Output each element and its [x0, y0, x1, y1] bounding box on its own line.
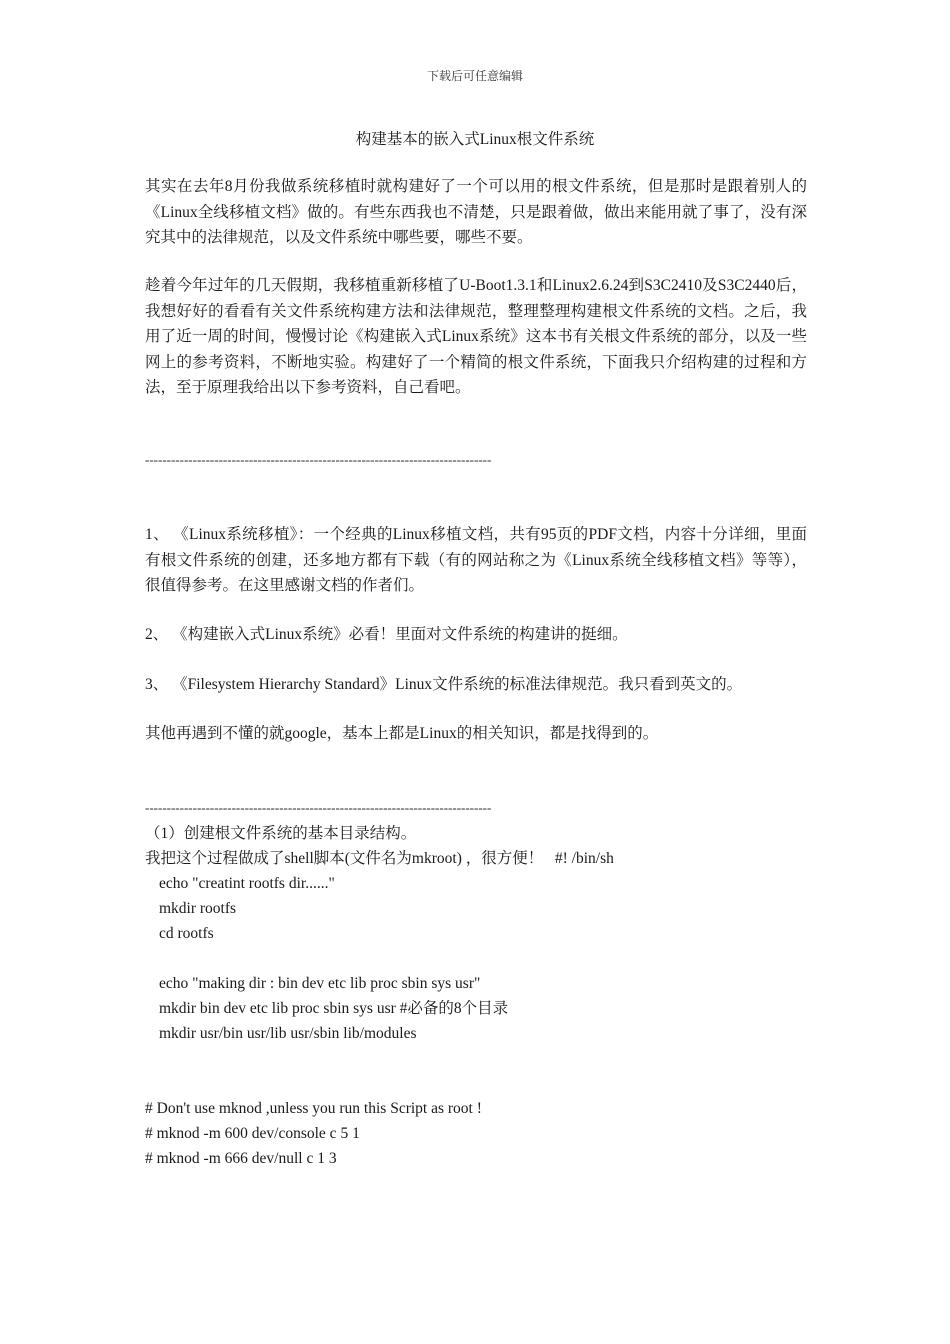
separator-line-2: -------------------------------------------------------------------------------- — [145, 800, 492, 815]
code-line: mkdir rootfs — [159, 900, 237, 917]
reference-item-3: 3、 《Filesystem Hierarchy Standard》Linux文件系统的标准法律规范。我只看到英文的。 — [145, 676, 743, 693]
document-title: 构建基本的嵌入式Linux根文件系统 — [355, 131, 595, 148]
comment-line: # mknod -m 666 dev/null c 1 3 — [145, 1150, 337, 1167]
step-1-title: （1）创建根文件系统的基本目录结构。 — [145, 825, 417, 842]
intro-paragraph-1: 其实在去年8月份我做系统移植时就构建好了一个可以用的根文件系统，但是那时是跟着别人的《Linux全线移植文档》做的。有些东西我也不清楚，只是跟着做，做出来能用就了事了，没有深究其中的法律规范，以及文件系统中哪些要，哪些不要。 — [145, 178, 807, 246]
code-line: cd rootfs — [159, 925, 214, 942]
reference-item-1: 1、 《Linux系统移植》：一个经典的Linux移植文档，共有95页的PDF文档，内容十分详细，里面有根文件系统的创建，还多地方都有下载（有的网站称之为《Linux系统全线移植文档》等等），很值得参考。在这里感谢文档的作者们。 — [145, 526, 807, 594]
code-line: echo "creatint rootfs dir......" — [159, 875, 335, 892]
intro-paragraph-2: 趁着今年过年的几天假期，我移植重新移植了U-Boot1.3.1和Linux2.6.24到S3C2410及S3C2440后，我想好好的看看有关文件系统构建方法和法律规范，整理整理构建根文件系统的文档。之后，我用了近一周的时间，慢慢讨论《构建嵌入式Linux系统》这本书有关根文件系统的部分，以及一些网上的参考资料，不断地实验。构建好了一个精简的根文件系统，下面我只介绍构建的过程和方法，至于原理我给出以下参考资料，自己看吧。 — [145, 277, 807, 396]
separator-line-1: -------------------------------------------------------------------------------- — [145, 452, 492, 467]
reference-other-note: 其他再遇到不懂的就google，基本上都是Linux的相关知识，都是找得到的。 — [145, 725, 659, 742]
page-header-note: 下载后可任意编辑 — [426, 69, 523, 83]
code-line: mkdir bin dev etc lib proc sbin sys usr #必备的8个目录 — [159, 1000, 509, 1017]
comment-line: # mknod -m 600 dev/console c 5 1 — [145, 1125, 360, 1142]
code-line: echo "making dir : bin dev etc lib proc sbin sys usr" — [159, 975, 481, 992]
reference-item-2: 2、 《构建嵌入式Linux系统》必看！里面对文件系统的构建讲的挺细。 — [145, 626, 628, 643]
comment-line: # Don't use mknod ,unless you run this Script as root ! — [145, 1100, 482, 1117]
step-1-description: 我把这个过程做成了shell脚本(文件名为mkroot) ，很方便！ #! /bin/sh — [145, 850, 614, 867]
code-line: mkdir usr/bin usr/lib usr/sbin lib/modules — [159, 1025, 417, 1042]
